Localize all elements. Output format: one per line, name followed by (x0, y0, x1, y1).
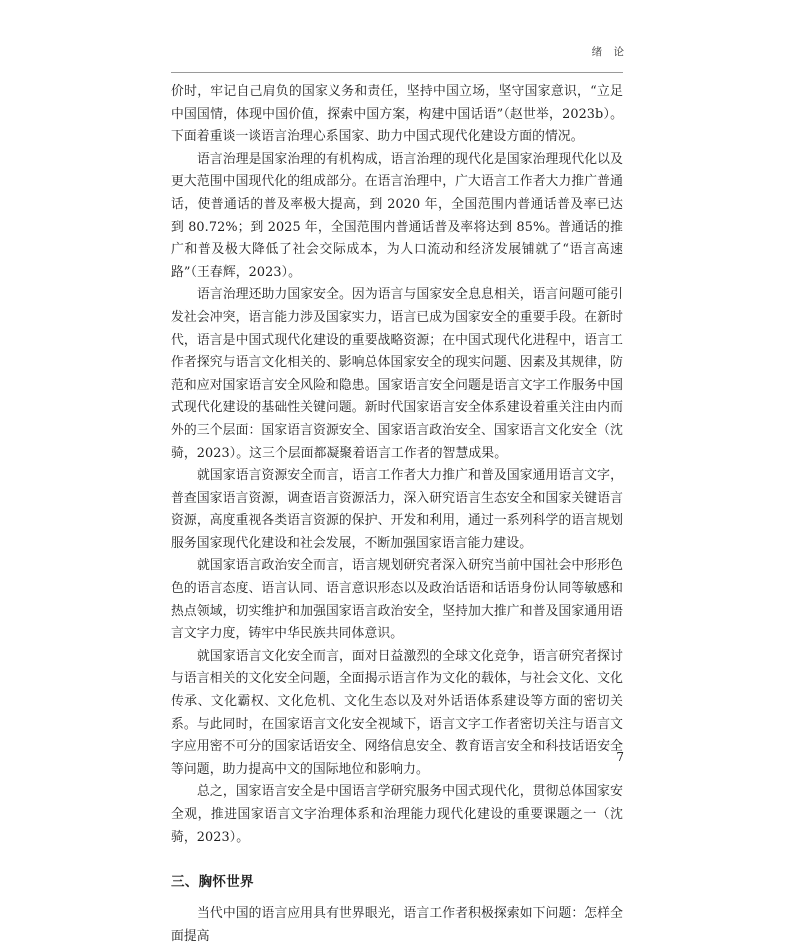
paragraph-political-security: 就国家语言政治安全而言，语言规划研究者深入研究当前中国社会中形形色色的语言态度、语言认同、语言意识形态以及政治话语和话语身份认同等敏感和热点领域，切实维护和加强国家语言政治安全，坚持加大推广和普及国家通用语言文字力度，铸牢中华民族共同体意识。 (171, 558, 623, 642)
paragraph-continued: 价时，牢记自己肩负的国家义务和责任，坚持中国立场，坚守国家意识，“立足中国国情，体现中国价值，探索中国方案，构建中国话语”（赵世举，2023b）。下面着重谈一谈语言治理心系国家、助力中国式现代化建设方面的情况。 (171, 84, 623, 145)
paragraph-national-security: 语言治理还助力国家安全。因为语言与国家安全息息相关，语言问题可能引发社会冲突，语言能力涉及国家实力，语言已成为国家安全的重要手段。在新时代，语言是中国式现代化建设的重要战略资源；在中国式现代化进程中，语言工作者探究与语言文化相关的、影响总体国家安全的现实问题、因素及其规律，防范和应对国家语言安全风险和隐患。国家语言安全问题是语言文字工作服务中国式现代化建设的基础性关键问题。新时代国家语言安全体系建设着重关注由内而外的三个层面：国家语言资源安全、国家语言政治安全、国家语言文化安全（沈骑，2023）。这三个层面都凝聚着语言工作者的智慧成果。 (171, 287, 623, 461)
paragraph-summary: 总之，国家语言安全是中国语言学研究服务中国式现代化，贯彻总体国家安全观，推进国家语言文字治理体系和治理能力现代化建设的重要课题之一（沈骑，2023）。 (171, 784, 623, 845)
page-body (171, 72, 623, 948)
running-header: 绪 论 (591, 46, 628, 58)
paragraph-cultural-security: 就国家语言文化安全而言，面对日益激烈的全球文化竞争，语言研究者探讨与语言相关的文化安全问题，全面揭示语言作为文化的载体，与社会文化、文化传承、文化霸权、文化危机、文化生态以及对外话语体系建设等方面的密切关系。与此同时，在国家语言文化安全视域下，语言文字工作者密切关注与语言文字应用密不可分的国家话语安全、网络信息安全、教育语言安全和科技话语安全等问题，助力提高中文的国际地位和影响力。 (171, 648, 623, 777)
header-rule (171, 72, 623, 73)
paragraph-language-governance: 语言治理是国家治理的有机构成，语言治理的现代化是国家治理现代化以及更大范围中国现代化的组成部分。在语言治理中，广大语言工作者大力推广普通话，使普通话的普及率极大提高，到 2020 年，全国范围内普通话普及率已达到 80.72%；到 2025 年，全国范围内普通话普及率将达到 85%。普通话的推广和普及极大降低了社会交际成本，为人口流动和经济发展铺就了“语言高速路”（王春辉，2023）。 (171, 151, 623, 280)
paragraph-closing: 当代中国的语言应用具有世界眼光，语言工作者积极探索如下问题：怎样全面提高 (171, 906, 623, 944)
section-heading: 三、胸怀世界 (171, 874, 254, 891)
page-number: 7 (616, 750, 624, 764)
paragraph-resource-security: 就国家语言资源安全而言，语言工作者大力推广和普及国家通用语言文字，普查国家语言资源，调查语言资源活力，深入研究语言生态安全和国家关键语言资源，高度重视各类语言资源的保护、开发和利用，通过一系列科学的语言规划服务国家现代化建设和社会发展，不断加强国家语言能力建设。 (171, 468, 623, 551)
